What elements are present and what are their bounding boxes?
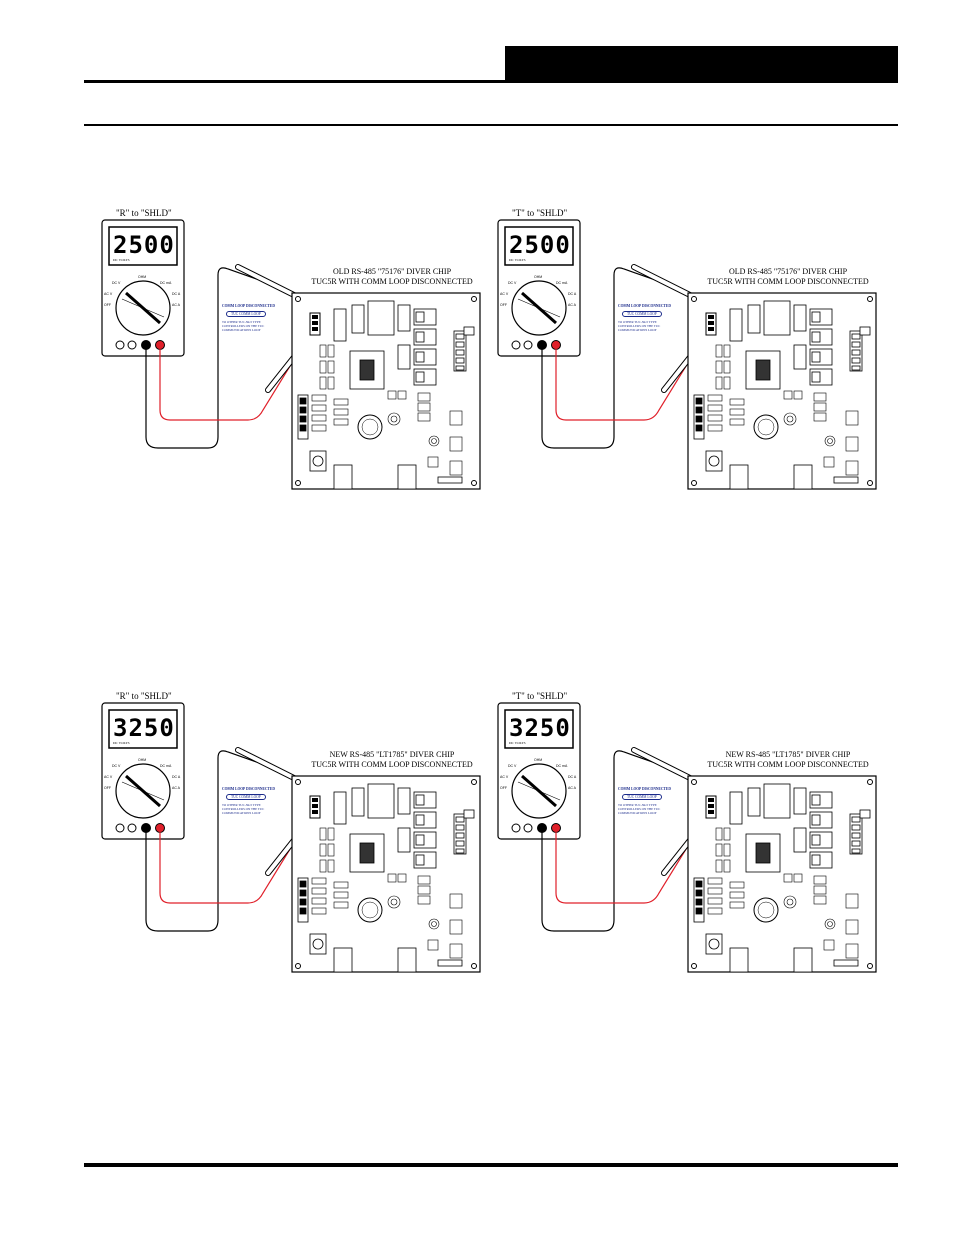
callout-text: TO OTHER TUC-5R/2 TYPE CONTROLLERS ON THE TUC COMMUNICATIONS LOOP — [222, 320, 265, 332]
jack-a — [512, 341, 520, 349]
jack-vohm — [552, 824, 561, 833]
svg-text:DC A: DC A — [172, 292, 181, 296]
meter-unit: DC VOLTS — [509, 258, 526, 262]
jack-com — [142, 824, 151, 833]
jack-ma — [524, 824, 532, 832]
jack-a — [116, 341, 124, 349]
callout-box: TUC COMM LOOP — [226, 794, 266, 800]
capacitor — [358, 415, 382, 439]
svg-text:DC A: DC A — [568, 292, 577, 296]
jack-a — [116, 824, 124, 832]
jack-ma — [128, 824, 136, 832]
section-rule — [84, 124, 898, 126]
callout-heading: COMM LOOP DISCONNECTED — [618, 787, 671, 791]
jack-vohm — [156, 824, 165, 833]
board-title-line-1: OLD RS-485 "75176" DIVER CHIP — [728, 267, 848, 276]
diagram-panel-1 — [98, 205, 498, 505]
board-title-line-1: NEW RS-485 "LT1785" DIVER CHIP — [725, 750, 851, 759]
board-title-line-2: TUC5R WITH COMM LOOP DISCONNECTED — [707, 760, 869, 769]
board-title-line-2: TUC5R WITH COMM LOOP DISCONNECTED — [311, 760, 473, 769]
header-rule — [84, 80, 898, 83]
footer-rule — [84, 1163, 898, 1167]
svg-text:DC V: DC V — [508, 764, 517, 768]
diagram-panel-2 — [494, 205, 894, 505]
board-title-line-1: NEW RS-485 "LT1785" DIVER CHIP — [329, 750, 455, 759]
svg-text:AC A: AC A — [172, 786, 180, 790]
svg-text:DC V: DC V — [112, 281, 121, 285]
svg-text:OFF: OFF — [104, 303, 111, 307]
callout-heading: COMM LOOP DISCONNECTED — [618, 304, 671, 308]
svg-text:AC V: AC V — [500, 775, 509, 779]
meter-unit: DC VOLTS — [509, 741, 526, 745]
svg-text:DC mA: DC mA — [160, 764, 172, 768]
input-terminal-strip — [298, 878, 308, 922]
meter-label: "R" to "SHLD" — [116, 691, 172, 701]
jack-vohm — [156, 341, 165, 350]
input-terminal-strip — [298, 395, 308, 439]
jack-com — [538, 341, 547, 350]
svg-text:OHM: OHM — [534, 275, 543, 279]
svg-text:AC V: AC V — [500, 292, 509, 296]
meter-reading: 2500 — [113, 231, 175, 259]
callout-box: TUC COMM LOOP — [622, 794, 662, 800]
svg-text:OFF: OFF — [104, 786, 111, 790]
svg-text:DC mA: DC mA — [556, 764, 568, 768]
svg-text:DC A: DC A — [568, 775, 577, 779]
diagram-panel-4 — [494, 688, 894, 988]
capacitor — [358, 898, 382, 922]
svg-text:DC V: DC V — [112, 764, 121, 768]
callout-box: TUC COMM LOOP — [226, 311, 266, 317]
callout-text: TO OTHER TUC-5R/2 TYPE CONTROLLERS ON THE TUC COMMUNICATIONS LOOP — [618, 803, 661, 815]
diagram-panel-3 — [98, 688, 498, 988]
svg-text:OFF: OFF — [500, 303, 507, 307]
meter-label: "T" to "SHLD" — [512, 208, 568, 218]
board-title-line-2: TUC5R WITH COMM LOOP DISCONNECTED — [311, 277, 473, 286]
callout-heading: COMM LOOP DISCONNECTED — [222, 304, 275, 308]
meter-unit: DC VOLTS — [113, 258, 130, 262]
svg-text:AC A: AC A — [568, 786, 576, 790]
callout-box: TUC COMM LOOP — [622, 311, 662, 317]
jack-com — [538, 824, 547, 833]
svg-text:DC mA: DC mA — [556, 281, 568, 285]
svg-text:DC A: DC A — [172, 775, 181, 779]
header-bar — [505, 46, 898, 82]
meter-label: "T" to "SHLD" — [512, 691, 568, 701]
svg-text:DC mA: DC mA — [160, 281, 172, 285]
meter-label: "R" to "SHLD" — [116, 208, 172, 218]
jack-a — [512, 824, 520, 832]
board-title-line-2: TUC5R WITH COMM LOOP DISCONNECTED — [707, 277, 869, 286]
meter-reading: 3250 — [509, 714, 571, 742]
svg-text:OHM: OHM — [534, 758, 543, 762]
capacitor — [754, 898, 778, 922]
svg-text:OFF: OFF — [500, 786, 507, 790]
jack-ma — [128, 341, 136, 349]
callout-heading: COMM LOOP DISCONNECTED — [222, 787, 275, 791]
svg-text:AC A: AC A — [172, 303, 180, 307]
jack-com — [142, 341, 151, 350]
svg-text:OHM: OHM — [138, 275, 147, 279]
input-terminal-strip — [694, 395, 704, 439]
meter-unit: DC VOLTS — [113, 741, 130, 745]
svg-text:DC V: DC V — [508, 281, 517, 285]
callout-text: TO OTHER TUC-5R/2 TYPE CONTROLLERS ON THE TUC COMMUNICATIONS LOOP — [618, 320, 661, 332]
svg-text:AC A: AC A — [568, 303, 576, 307]
input-terminal-strip — [694, 878, 704, 922]
meter-reading: 2500 — [509, 231, 571, 259]
meter-reading: 3250 — [113, 714, 175, 742]
jack-vohm — [552, 341, 561, 350]
jack-ma — [524, 341, 532, 349]
callout-text: TO OTHER TUC-5R/2 TYPE CONTROLLERS ON THE TUC COMMUNICATIONS LOOP — [222, 803, 265, 815]
svg-text:AC V: AC V — [104, 775, 113, 779]
capacitor — [754, 415, 778, 439]
svg-text:OHM: OHM — [138, 758, 147, 762]
board-title-line-1: OLD RS-485 "75176" DIVER CHIP — [332, 267, 452, 276]
svg-text:AC V: AC V — [104, 292, 113, 296]
